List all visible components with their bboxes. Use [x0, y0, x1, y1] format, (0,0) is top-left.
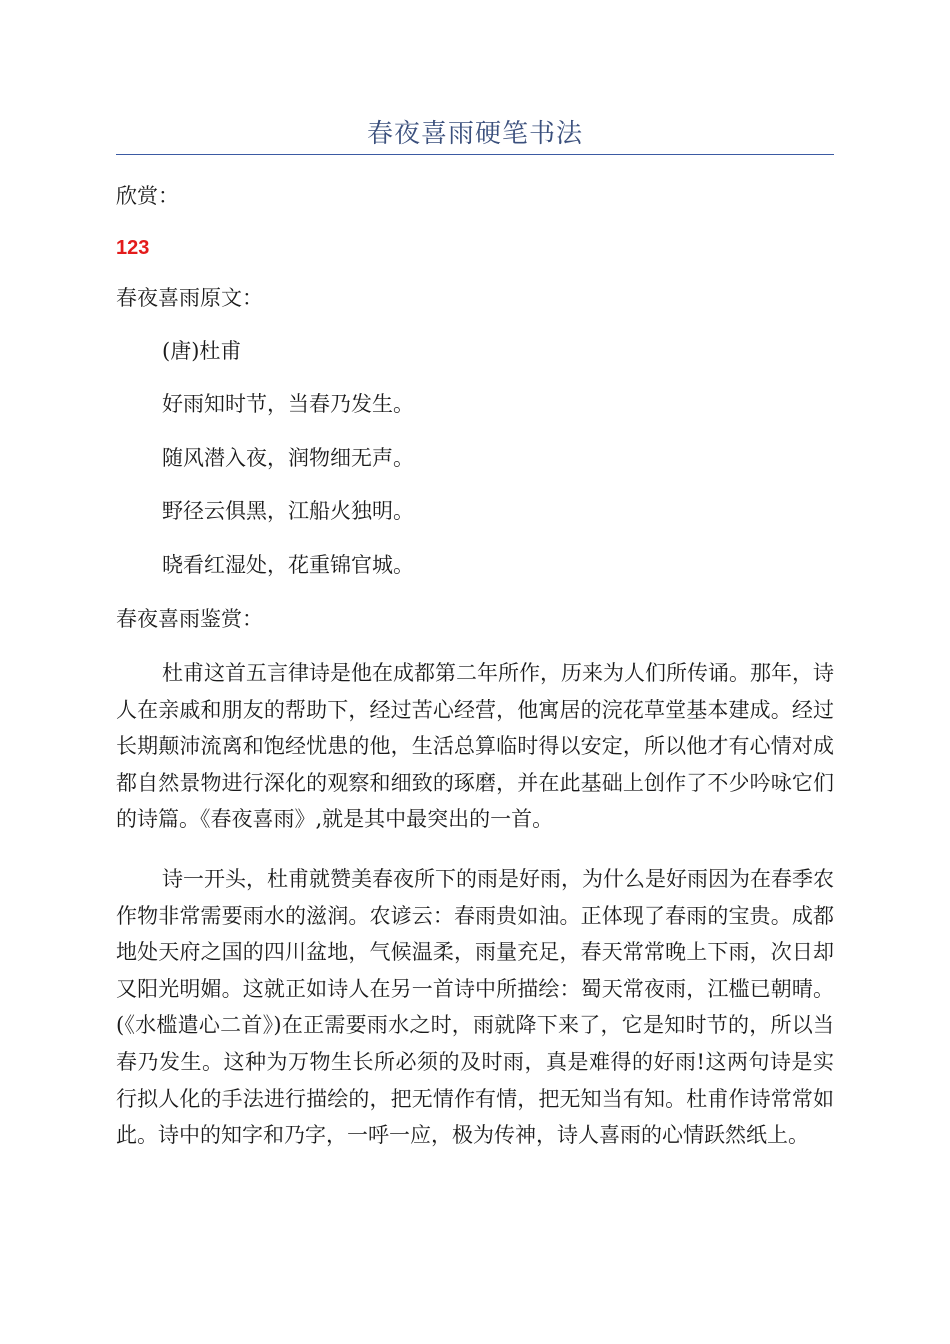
- poem-line: 好雨知时节，当春乃发生。: [162, 392, 414, 416]
- poem-line: 随风潜入夜，润物细无声。: [162, 446, 414, 470]
- body-paragraph: 杜甫这首五言律诗是他在成都第二年所作，历来为人们所传诵。那年，诗人在亲戚和朋友的帮助下，经过苦心经营，他寓居的浣花草堂基本建成。经过长期颠沛流离和饱经忧患的他，生活总算临时得以安定，所以他才有心情对成都自然景物进行深化的观察和细致的琢磨，并在此基础上创作了不少吟咏它们的诗篇。《春夜喜雨》,就是其中最突出的一首。: [116, 661, 834, 832]
- appreciation-heading: 春夜喜雨鉴赏：: [116, 607, 263, 631]
- page-title: 春夜喜雨硬笔书法: [366, 119, 583, 149]
- poem-line: 晓看红湿处，花重锦官城。: [162, 553, 414, 577]
- number-label: 123: [116, 237, 150, 259]
- original-text-heading: 春夜喜雨原文：: [116, 286, 263, 310]
- body-paragraph: 诗一开头，杜甫就赞美春夜所下的雨是好雨，为什么是好雨因为在春季农作物非常需要雨水的滋润。农谚云：春雨贵如油。正体现了春雨的宝贵。成都地处天府之国的四川盆地，气候温柔，雨量充足，春天常常晚上下雨，次日却又阳光明媚。这就正如诗人在另一首诗中所描绘：蜀天常夜雨，江槛已朝晴。(《水槛遣心二首》)在正需要雨水之时，雨就降下来了，它是知时节的，所以当春乃发生。这种为万物生长所必须的及时雨，真是难得的好雨!这两句诗是实行拟人化的手法进行描绘的，把无情作有情，把无知当有知。杜甫作诗常常如此。诗中的知字和乃字，一呼一应，极为传神，诗人喜雨的心情跃然纸上。: [116, 867, 834, 1148]
- poem-line: 野径云俱黑，江船火独明。: [162, 499, 414, 523]
- title-divider: [116, 154, 834, 155]
- poem-author: (唐)杜甫: [162, 339, 242, 363]
- appreciation-label: 欣赏：: [116, 184, 179, 208]
